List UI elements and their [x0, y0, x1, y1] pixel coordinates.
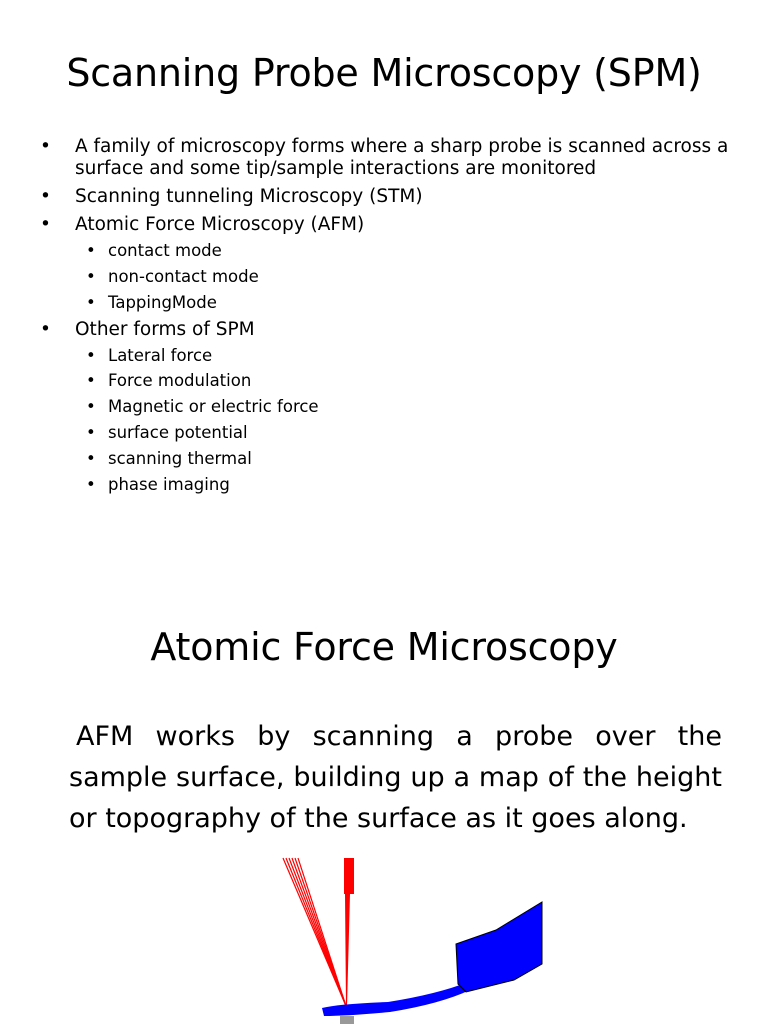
bullet-dot: •: [40, 318, 51, 340]
sub-bullet-item: [73, 475, 768, 495]
bullet-dot: •: [86, 448, 96, 468]
bullet-dot: •: [86, 422, 96, 442]
bullet-dot: •: [86, 292, 96, 312]
sub-bullet-text: TappingMode: [108, 292, 217, 312]
bullet-dot: •: [86, 371, 96, 391]
sub-bullet-item: [73, 449, 768, 469]
slide-title-afm: Atomic Force Microscopy: [150, 625, 618, 669]
bullet-item: [40, 319, 740, 495]
bullet-item: [40, 214, 740, 313]
afm-diagram: [278, 854, 548, 1024]
bullet-text: Atomic Force Microscopy (AFM): [75, 214, 365, 235]
sub-bullet-item: [73, 267, 768, 287]
sub-bullet-item: [73, 397, 768, 417]
sub-bullet-item: [73, 423, 768, 443]
sub-bullet-text: non-contact mode: [108, 266, 259, 286]
sub-bullet-item: [73, 293, 768, 313]
slide-title-spm: Scanning Probe Microscopy (SPM): [66, 51, 702, 95]
sub-bullet-text: Lateral force: [108, 345, 213, 365]
bullet-dot: •: [40, 214, 51, 235]
bullet-dot: •: [86, 266, 96, 286]
bullet-dot: •: [86, 345, 96, 365]
sub-bullet-text: surface potential: [108, 422, 248, 442]
cantilever-holder: [456, 902, 542, 992]
sub-bullet-text: phase imaging: [108, 474, 230, 494]
spm-bullet-list: [40, 136, 740, 501]
sub-bullet-text: contact mode: [108, 241, 222, 260]
sub-bullet-text: Force modulation: [108, 371, 252, 391]
bullet-dot: •: [86, 397, 96, 417]
reflected-laser-beam: [283, 858, 346, 1006]
sub-bullet-list: [40, 241, 740, 313]
bullet-text: Scanning tunneling Microscopy (STM): [75, 186, 423, 207]
bullet-dot: •: [86, 474, 96, 494]
sub-bullet-text: Magnetic or electric force: [108, 397, 319, 417]
bullet-dot: •: [40, 136, 51, 157]
bullet-dot: •: [40, 186, 51, 207]
sub-bullet-item: [73, 346, 768, 366]
afm-description: AFM works by scanning a probe over the sample surface, building up a map of the height or topography of the surface as it goes along.: [69, 721, 722, 834]
sub-bullet-item: [73, 371, 768, 391]
sub-bullet-list: [40, 346, 740, 495]
bullet-dot: •: [86, 241, 96, 260]
bullet-item: [40, 136, 740, 180]
sub-bullet-item: [73, 241, 768, 261]
sub-bullet-text: scanning thermal: [108, 448, 252, 468]
probe-tip: [340, 1016, 354, 1024]
incident-laser-beam: [344, 858, 354, 1006]
bullet-text: A family of microscopy forms where a sharp probe is scanned across a surface and some tip/sample interactions are monitored: [75, 136, 729, 179]
bullet-item: [40, 186, 740, 208]
bullet-text: Other forms of SPM: [75, 318, 255, 340]
